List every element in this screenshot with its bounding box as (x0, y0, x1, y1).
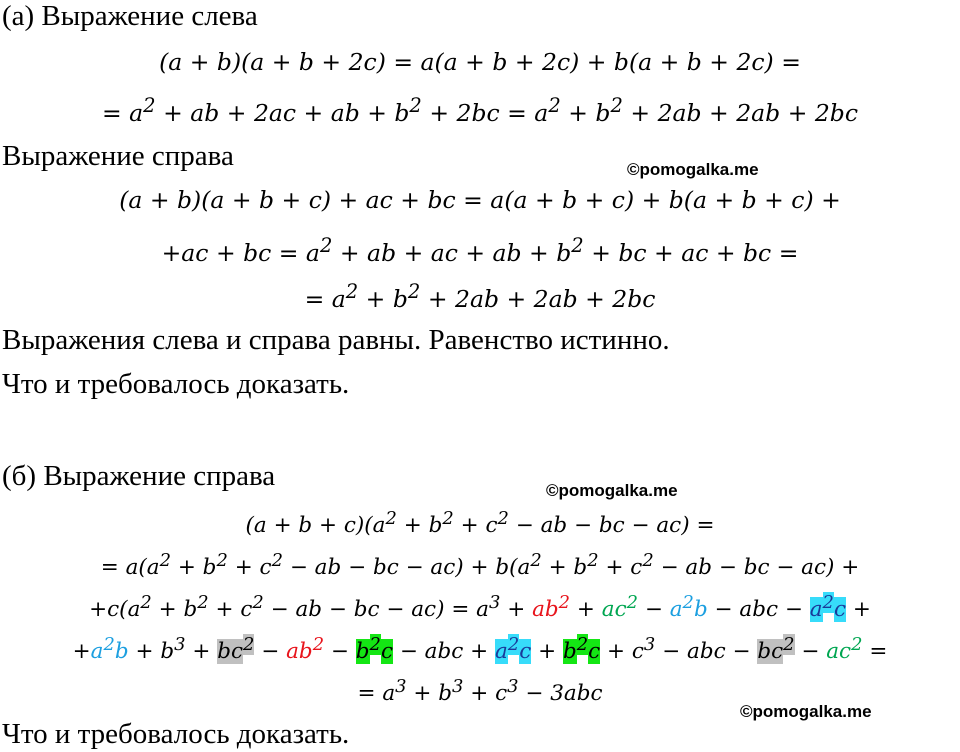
part-a-right-heading: Выражение справа (2, 140, 234, 172)
equation-term: − ab − bc − ac) = a (263, 597, 489, 623)
equation-term: a (90, 639, 104, 665)
part-b-heading: (б) Выражение справа (2, 460, 276, 492)
equation-term: + c (227, 555, 272, 581)
equation-term: 3 (452, 676, 464, 697)
equation-term: +c(a (89, 597, 141, 623)
equation-term: ab (532, 597, 559, 623)
equation-term: + (500, 597, 533, 623)
equation-line (0, 48, 960, 76)
part-a-heading: (а) Выражение слева (2, 0, 258, 32)
equation-line (0, 508, 960, 538)
equation-term: + bc + ac + bc = (583, 238, 799, 267)
equation-term: b (693, 597, 708, 623)
equation-term: 2 (345, 280, 359, 303)
equation-line (0, 280, 960, 313)
equation-term: bc (757, 639, 784, 665)
equation-term: 3 (643, 634, 656, 655)
equation-term: + b (406, 681, 452, 707)
equation-term: (a + b + c)(a (245, 513, 386, 539)
equation-term: + (185, 639, 218, 665)
equation-term: (a + b)(a + b + 2c) = a(a + b + 2c) + b(a + b + 2c) = (159, 48, 801, 76)
equation-term: 2 (216, 550, 228, 571)
conclusion-text: Выражения слева и справа равны. Равенство истинно. (2, 324, 670, 356)
equation-term: ac (601, 597, 627, 623)
equation-term: 2 (140, 592, 152, 613)
equation-term: + (72, 639, 91, 665)
equation-term: 2 (822, 592, 834, 613)
equation-term: b (562, 639, 577, 665)
equation-term: = (862, 639, 888, 665)
equation-term: + ab + 2ac + ab + b (155, 98, 410, 127)
equation-term: − ab − bc − ac) = (508, 513, 715, 539)
equation-term: 2 (143, 94, 156, 117)
equation-term: bc (217, 639, 243, 665)
equation-term: + b (151, 597, 198, 623)
equation-term: + c (600, 639, 644, 665)
equation-term: − (794, 639, 827, 665)
equation-line (0, 94, 960, 127)
equation-term: − abc − (707, 597, 810, 623)
equation-term: 3 (488, 592, 501, 613)
equation-term: + (570, 597, 602, 623)
equation-term: 2 (385, 508, 397, 529)
equation-term: + (846, 597, 871, 623)
equation-term: = a(a (100, 555, 160, 581)
equation-term: ac (826, 639, 852, 665)
equation-term: 2 (369, 634, 381, 655)
equation-term: + b (128, 639, 175, 665)
equation-term: + 2ab + 2ab + 2bc (420, 284, 656, 313)
equation-term: 2 (783, 634, 795, 655)
equation-term: ab (286, 639, 313, 665)
equation-term: 2 (409, 94, 422, 117)
equation-term: 2 (103, 634, 115, 655)
equation-term: − 3abc (518, 681, 603, 707)
equation-term: 2 (851, 634, 863, 655)
equation-line (0, 186, 960, 214)
equation-term: a (495, 639, 508, 665)
equation-term: 2 (252, 592, 264, 613)
equation-term: 2 (576, 634, 589, 655)
equation-term: + (531, 639, 563, 665)
equation-term: = a (357, 681, 396, 707)
equation-term: + b (560, 98, 611, 127)
equation-term: 2 (159, 550, 171, 571)
equation-term: c (833, 597, 846, 623)
equation-term: + c (453, 513, 498, 539)
equation-term: + b (171, 555, 217, 581)
equation-term: = a (304, 284, 346, 313)
equation-term: +ac + bc = a (161, 238, 320, 267)
equation-term: 2 (548, 94, 561, 117)
equation-term: − (324, 639, 356, 665)
equation-term: 2 (497, 508, 509, 529)
equation-term: c (380, 639, 393, 665)
equation-line (0, 592, 960, 622)
equation-term: 2 (626, 592, 639, 613)
equation-term: + b (396, 513, 443, 539)
equation-term: + 2ab + 2ab + 2bc (622, 98, 859, 127)
equation-term: 2 (243, 634, 255, 655)
equation-term: (a + b)(a + b + c) + ac + bc = a(a + b + c) + b(a + b + c) + (119, 186, 841, 214)
equation-term: + ab + ac + ab + b (332, 238, 572, 267)
equation-line (0, 550, 960, 580)
watermark: ©pomogalka.me (740, 702, 872, 721)
equation-term: a (669, 597, 683, 623)
equation-line (0, 234, 960, 267)
equation-term: + b (358, 284, 408, 313)
equation-term: 3 (174, 634, 186, 655)
equation-term: − abc − (655, 639, 758, 665)
equation-term: 2 (407, 280, 421, 303)
watermark: ©pomogalka.me (627, 160, 759, 179)
equation-term: 2 (587, 550, 599, 571)
equation-term: 2 (197, 592, 209, 613)
equation-term: b (114, 639, 129, 665)
equation-term: c (588, 639, 601, 665)
equation-term: 2 (558, 592, 571, 613)
equation-line (0, 634, 960, 664)
equation-term: 2 (319, 234, 333, 257)
equation-term: − abc + (393, 639, 495, 665)
qed-text: Что и требовалось доказать. (2, 718, 350, 750)
equation-term: + b (541, 555, 588, 581)
equation-term: 3 (507, 676, 519, 697)
equation-term: + c (208, 597, 253, 623)
equation-term: b (355, 639, 370, 665)
equation-term: − (638, 597, 670, 623)
equation-term: + c (463, 681, 508, 707)
equation-term: 2 (610, 94, 623, 117)
equation-term: a (809, 597, 823, 623)
equation-term: 3 (395, 676, 407, 697)
equation-term: − (254, 639, 287, 665)
equation-term: 2 (682, 592, 694, 613)
equation-term: − ab − bc − ac) + b(a (283, 555, 531, 581)
equation-term: 2 (442, 508, 454, 529)
equation-term: + c (598, 555, 643, 581)
equation-term: = a (101, 98, 144, 127)
equation-term: c (519, 639, 532, 665)
equation-term: 2 (507, 634, 520, 655)
equation-term: 2 (571, 234, 584, 257)
equation-term: 2 (312, 634, 325, 655)
equation-term: 2 (271, 550, 283, 571)
equation-term: − ab − bc − ac) + (653, 555, 860, 581)
equation-term: 2 (642, 550, 654, 571)
equation-term: 2 (530, 550, 542, 571)
equation-term: + 2bc = a (421, 98, 549, 127)
watermark: ©pomogalka.me (546, 481, 678, 500)
qed-text: Что и требовалось доказать. (2, 368, 350, 400)
